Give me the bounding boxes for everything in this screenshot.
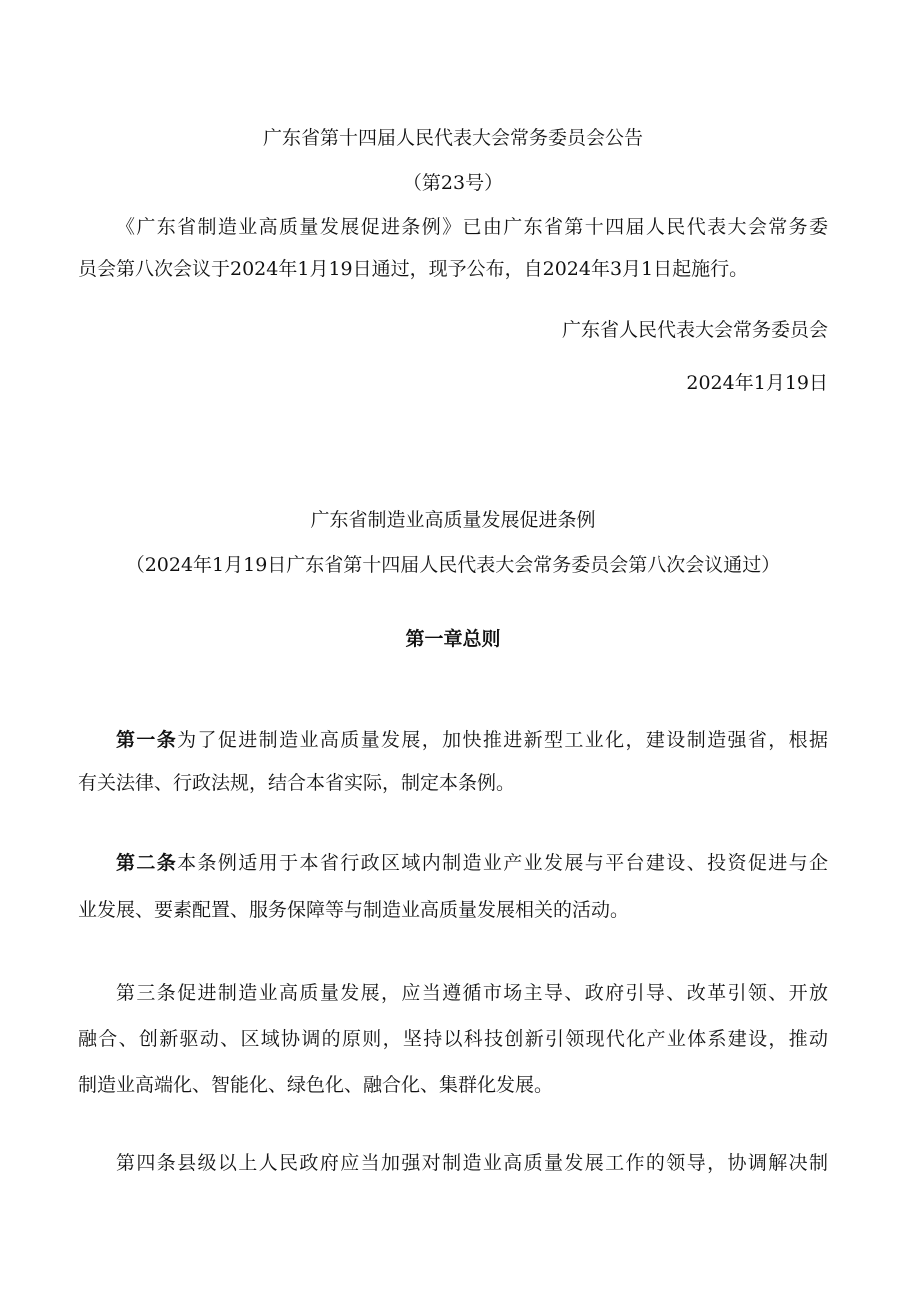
announcement-signature: 广东省人民代表大会常务委员会 [561,319,828,341]
article-4-line-1: 第四条县级以上人民政府应当加强对制造业高质量发展工作的领导，协调解决制 [116,1152,828,1174]
article-1-label: 第一条 [116,729,178,751]
article-2-label: 第二条 [116,852,178,874]
article-2-line-2: 业发展、要素配置、服务保障等与制造业高质量发展相关的活动。 [78,899,630,921]
article-3-line-2: 融合、创新驱动、区域协调的原则，坚持以科技创新引领现代化产业体系建设，推动 [78,1028,828,1050]
article-2-text: 本条例适用于本省行政区域内制造业产业发展与平台建设、投资促进与企 [177,852,828,874]
article-3-line-3: 制造业高端化、智能化、绿色化、融合化、集群化发展。 [78,1074,554,1096]
chapter-heading: 第一章总则 [405,628,501,650]
article-1-line-1 [78,728,828,752]
announcement-title: 广东省第十四届人民代表大会常务委员会公告 [262,127,643,149]
announcement-body-line-1: 《广东省制造业高质量发展促进条例》已由广东省第十四届人民代表大会常务委 [116,216,828,238]
regulation-title: 广东省制造业高质量发展促进条例 [310,509,596,531]
announcement-date: 2024年1月19日 [686,372,828,394]
article-1-line-2: 有关法律、行政法规，结合本省实际，制定本条例。 [78,772,516,794]
announcement-body-line-2: 员会第八次会议于2024年1月19日通过，现予公布，自2024年3月1日起施行。 [78,258,749,280]
announcement-number: （第23号） [402,172,504,194]
article-1-text: 为了促进制造业高质量发展，加快推进新型工业化，建设制造强省，根据 [177,729,828,751]
article-3-line-1: 第三条促进制造业高质量发展，应当遵循市场主导、政府引导、改革引领、开放 [116,982,828,1004]
article-2-line-1 [78,851,828,875]
regulation-subtitle: （2024年1月19日广东省第十四届人民代表大会常务委员会第八次会议通过） [125,554,781,576]
